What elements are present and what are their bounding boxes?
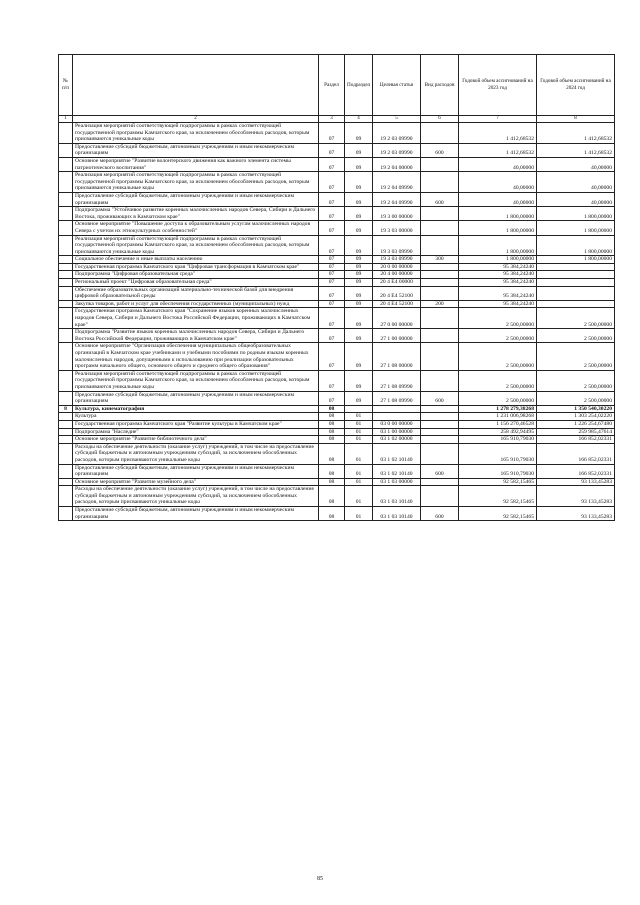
table-row: [59, 391, 615, 405]
row-amount-2023: 1 231 006,98268: [459, 413, 537, 421]
table-row: [59, 405, 615, 413]
row-amount-2023: 1 156 270,46528: [459, 420, 537, 428]
row-target-article: 19 3 03 09990: [373, 256, 421, 264]
row-subsection: 09: [345, 172, 373, 193]
row-target-article: 19 3 00 00000: [373, 207, 421, 221]
row-target-article: 19 2 03 09990: [373, 143, 421, 157]
row-expense-type: [421, 405, 459, 413]
row-number: [59, 157, 73, 171]
row-section: 07: [319, 391, 345, 405]
row-target-article: 19 3 03 09990: [373, 235, 421, 256]
row-number: [59, 123, 73, 144]
row-number: [59, 420, 73, 428]
row-number: [59, 143, 73, 157]
row-number: [59, 300, 73, 308]
row-expense-type: [421, 343, 459, 370]
row-name: Реализация мероприятий соответствующей подпрограммы в рамках соответствующей государственной программы Камчатского края, за исключением обособленных расходов, которым присваиваются уникальные коды: [73, 235, 319, 256]
row-amount-2024: 93 133,45283: [537, 478, 615, 486]
row-subsection: 09: [345, 207, 373, 221]
row-target-article: 19 2 04 09990: [373, 172, 421, 193]
row-name: Обеспечение образовательных организаций материально-технической базой для внедрения цифровой образовательной среды: [73, 286, 319, 300]
row-amount-2024: 2 500,00000: [537, 391, 615, 405]
row-section: 07: [319, 370, 345, 391]
table-row: [59, 300, 615, 308]
row-subsection: 09: [345, 123, 373, 144]
row-name: Основное мероприятие "Развитие музейного дела": [73, 478, 319, 486]
table-body: [59, 123, 615, 521]
row-subsection: 09: [345, 221, 373, 235]
row-number: [59, 343, 73, 370]
row-name: Расходы на обеспечение деятельности (оказание услуг) учреждений, в том числе на предоставление субсидий бюджетным и автономным учреждениям субсидий, за исключением обособленных расходов, которым присваиваются уникальные коды: [73, 486, 319, 507]
row-expense-type: [421, 486, 459, 507]
row-section: 07: [319, 157, 345, 171]
row-name: Государственная программа Камчатского края "Развитие культуры в Камчатском крае": [73, 420, 319, 428]
row-section: 08: [319, 436, 345, 444]
row-number: [59, 263, 73, 271]
row-expense-type: [421, 263, 459, 271]
row-expense-type: [421, 221, 459, 235]
row-target-article: 03 1 03 00000: [373, 478, 421, 486]
row-subsection: 09: [345, 391, 373, 405]
col-number: 8: [537, 116, 615, 123]
row-number: [59, 391, 73, 405]
row-expense-type: [421, 279, 459, 287]
row-amount-2023: 2 500,00000: [459, 329, 537, 343]
row-section: 07: [319, 300, 345, 308]
row-section: 07: [319, 271, 345, 279]
col-number: 6: [421, 116, 459, 123]
row-amount-2023: 40,00000: [459, 157, 537, 171]
row-amount-2024: 40,00000: [537, 172, 615, 193]
row-number: [59, 464, 73, 478]
row-expense-type: [421, 436, 459, 444]
row-subsection: 09: [345, 308, 373, 329]
row-number: [59, 192, 73, 206]
table-row: [59, 286, 615, 300]
row-amount-2024: 2 500,00000: [537, 343, 615, 370]
row-amount-2024: 1 350 540,30220: [537, 405, 615, 413]
row-amount-2023: 1 800,00000: [459, 235, 537, 256]
table-row: [59, 428, 615, 436]
row-number: [59, 443, 73, 464]
row-target-article: 19 3 03 00000: [373, 221, 421, 235]
row-target-article: 20 4 00 00000: [373, 271, 421, 279]
row-subsection: 09: [345, 263, 373, 271]
row-subsection: 09: [345, 235, 373, 256]
row-name: Культура: [73, 413, 319, 421]
row-expense-type: [421, 207, 459, 221]
col-number: 2: [73, 116, 319, 123]
table-row: [59, 221, 615, 235]
row-expense-type: [421, 172, 459, 193]
row-section: 08: [319, 428, 345, 436]
row-number: [59, 329, 73, 343]
row-subsection: 09: [345, 300, 373, 308]
row-subsection: 09: [345, 143, 373, 157]
row-amount-2023: 95 384,24240: [459, 300, 537, 308]
row-section: 08: [319, 420, 345, 428]
row-name: Подпрограмма "Наследие": [73, 428, 319, 436]
row-amount-2024: 259 985,47614: [537, 428, 615, 436]
row-amount-2023: 165 910,79030: [459, 464, 537, 478]
row-name: Основное мероприятие "Организация обеспечения муниципальных общеобразовательных организаций в Камчатском крае учебниками и учебными пособиями по родным языкам коренных малочисленных народов, допущенными к использованию при реализации образовательных программ начального общего, основного общего и среднего общего образования": [73, 343, 319, 370]
row-target-article: 20 0 00 00000: [373, 263, 421, 271]
table-row: [59, 172, 615, 193]
row-target-article: 03 0 00 00000: [373, 420, 421, 428]
row-section: 07: [319, 329, 345, 343]
row-amount-2023: 40,00000: [459, 172, 537, 193]
row-amount-2024: 40,00000: [537, 157, 615, 171]
row-name: Государственная программа Камчатского края "Сохранение языков коренных малочисленных народов Севера, Сибири и Дальнего Востока Российской Федерации, проживающих в Камчатском крае": [73, 308, 319, 329]
table-row: [59, 420, 615, 428]
row-name: Подпрограмма "Устойчивое развитие коренных малочисленных народов Севера, Сибири и Дальнего Востока, проживающих в Камчатском крае": [73, 207, 319, 221]
table-header-row: [59, 55, 615, 116]
table-row: [59, 370, 615, 391]
row-expense-type: [421, 413, 459, 421]
row-expense-type: 300: [421, 256, 459, 264]
row-subsection: 09: [345, 192, 373, 206]
row-number: [59, 428, 73, 436]
header-v2: Годовой объем ассигнований на 2024 год: [537, 55, 615, 116]
row-amount-2023: 165 910,79030: [459, 436, 537, 444]
row-number: [59, 308, 73, 329]
table-row: [59, 308, 615, 329]
row-expense-type: [421, 271, 459, 279]
row-target-article: 20 4 E4 52100: [373, 286, 421, 300]
row-target-article: 27 1 08 00000: [373, 343, 421, 370]
table-row: [59, 192, 615, 206]
row-section: 07: [319, 172, 345, 193]
row-amount-2024: 93 133,45283: [537, 486, 615, 507]
row-amount-2024: 2 500,00000: [537, 308, 615, 329]
row-amount-2024: 2 500,00000: [537, 329, 615, 343]
row-target-article: 19 2 03 09990: [373, 123, 421, 144]
header-subsection: Подраздел: [345, 55, 373, 116]
row-section: 08: [319, 405, 345, 413]
row-expense-type: 600: [421, 192, 459, 206]
row-expense-type: [421, 123, 459, 144]
row-expense-type: [421, 157, 459, 171]
table-row: [59, 207, 615, 221]
row-number: [59, 507, 73, 521]
row-number: [59, 478, 73, 486]
row-amount-2023: 165 910,79030: [459, 443, 537, 464]
column-number-row: [59, 116, 615, 123]
row-subsection: 01: [345, 486, 373, 507]
header-section: Раздел: [319, 55, 345, 116]
row-subsection: 09: [345, 370, 373, 391]
row-name: Государственная программа Камчатского края "Цифровая трансформация в Камчатском крае": [73, 263, 319, 271]
col-number: 7: [459, 116, 537, 123]
row-target-article: [373, 413, 421, 421]
row-number: [59, 279, 73, 287]
row-amount-2023: 1 800,00000: [459, 207, 537, 221]
table-row: [59, 478, 615, 486]
table-row: [59, 486, 615, 507]
row-section: 08: [319, 507, 345, 521]
header-num: № п/п: [59, 55, 73, 116]
table-row: [59, 256, 615, 264]
row-target-article: 27 1 00 00000: [373, 329, 421, 343]
row-section: 07: [319, 263, 345, 271]
row-subsection: 01: [345, 428, 373, 436]
budget-table: [58, 54, 615, 521]
table-row: [59, 507, 615, 521]
row-subsection: 09: [345, 286, 373, 300]
row-expense-type: [421, 370, 459, 391]
row-number: [59, 370, 73, 391]
row-amount-2023: 95 384,24240: [459, 271, 537, 279]
table-row: [59, 235, 615, 256]
row-name: Подпрограмма "Развитие языков коренных малочисленных народов Севера, Сибири и Дальнего Востока Российской Федерации, проживающих в Камчатском крае": [73, 329, 319, 343]
row-amount-2023: 1 412,68532: [459, 123, 537, 144]
row-amount-2024: 2 500,00000: [537, 370, 615, 391]
row-amount-2024: 166 852,02331: [537, 436, 615, 444]
row-number: 8: [59, 405, 73, 413]
row-subsection: 01: [345, 443, 373, 464]
row-expense-type: 200: [421, 300, 459, 308]
page-number: 85: [317, 876, 323, 882]
row-amount-2024: [537, 286, 615, 300]
row-target-article: 27 0 00 00000: [373, 308, 421, 329]
table-row: [59, 157, 615, 171]
header-csr: Целевая статья: [373, 55, 421, 116]
row-target-article: 20 4 E4 52100: [373, 300, 421, 308]
row-target-article: 03 1 03 10140: [373, 507, 421, 521]
row-amount-2023: 92 582,15465: [459, 486, 537, 507]
row-section: 07: [319, 343, 345, 370]
row-target-article: 19 2 04 00000: [373, 157, 421, 171]
row-section: 08: [319, 413, 345, 421]
row-amount-2023: 1 412,68532: [459, 143, 537, 157]
row-section: 07: [319, 192, 345, 206]
table-row: [59, 263, 615, 271]
row-amount-2024: 1 800,00000: [537, 221, 615, 235]
row-amount-2023: 1 800,00000: [459, 221, 537, 235]
row-amount-2023: 1 800,00000: [459, 256, 537, 264]
row-amount-2024: 1 800,00000: [537, 207, 615, 221]
row-target-article: 19 2 04 09990: [373, 192, 421, 206]
row-expense-type: [421, 235, 459, 256]
row-amount-2023: 95 384,24240: [459, 279, 537, 287]
row-target-article: 03 1 02 10140: [373, 464, 421, 478]
row-number: [59, 256, 73, 264]
row-name: Предоставление субсидий бюджетным, автономным учреждениям и иным некоммерческим организациям: [73, 143, 319, 157]
table-row: [59, 123, 615, 144]
row-name: Основное мероприятие "Развитие библиотечного дела": [73, 436, 319, 444]
table-row: [59, 464, 615, 478]
col-number: 3: [319, 116, 345, 123]
row-name: Реализация мероприятий соответствующей подпрограммы в рамках соответствующей государственной программы Камчатского края, за исключением обособленных расходов, которым присваиваются уникальные коды: [73, 123, 319, 144]
table-row: [59, 436, 615, 444]
row-subsection: 01: [345, 436, 373, 444]
row-amount-2024: 40,00000: [537, 192, 615, 206]
row-amount-2024: [537, 300, 615, 308]
row-section: 08: [319, 443, 345, 464]
row-amount-2024: 1 303 254,02220: [537, 413, 615, 421]
header-name: [73, 55, 319, 116]
table-row: [59, 343, 615, 370]
row-target-article: 27 1 08 09990: [373, 391, 421, 405]
row-subsection: 01: [345, 420, 373, 428]
row-amount-2024: 166 852,02331: [537, 443, 615, 464]
row-section: 07: [319, 143, 345, 157]
row-amount-2024: 93 133,45283: [537, 507, 615, 521]
row-name: Культура, кинематография: [73, 405, 319, 413]
row-amount-2024: 1 412,68532: [537, 123, 615, 144]
row-amount-2023: 92 582,15465: [459, 507, 537, 521]
row-amount-2023: 1 278 279,38268: [459, 405, 537, 413]
row-subsection: 01: [345, 464, 373, 478]
row-expense-type: [421, 478, 459, 486]
row-amount-2024: 1 412,68532: [537, 143, 615, 157]
row-number: [59, 286, 73, 300]
row-section: 07: [319, 256, 345, 264]
row-number: [59, 436, 73, 444]
row-subsection: 01: [345, 507, 373, 521]
row-amount-2024: 1 800,00000: [537, 235, 615, 256]
header-vid: Вид расходов: [421, 55, 459, 116]
row-name: Закупка товаров, работ и услуг для обеспечения государственных (муниципальных) нужд: [73, 300, 319, 308]
row-amount-2023: 258 492,94495: [459, 428, 537, 436]
row-expense-type: 600: [421, 507, 459, 521]
header-v1: Годовой объем ассигнований на 2023 год: [459, 55, 537, 116]
table-row: [59, 143, 615, 157]
row-amount-2024: [537, 279, 615, 287]
row-name: Реализация мероприятий соответствующей подпрограммы в рамках соответствующей государственной программы Камчатского края, за исключением обособленных расходов, которым присваиваются уникальные коды: [73, 370, 319, 391]
row-name: Социальное обеспечение и иные выплаты населению: [73, 256, 319, 264]
row-subsection: 09: [345, 271, 373, 279]
row-amount-2024: [537, 271, 615, 279]
row-name: Предоставление субсидий бюджетным, автономным учреждениям и иным некоммерческим организациям: [73, 192, 319, 206]
row-target-article: 03 1 03 10140: [373, 486, 421, 507]
row-name: Расходы на обеспечение деятельности (оказание услуг) учреждений, в том числе на предоставление субсидий бюджетным и автономным учреждениям субсидий, за исключением обособленных расходов, которым присваиваются уникальные коды: [73, 443, 319, 464]
row-amount-2023: 40,00000: [459, 192, 537, 206]
row-subsection: 09: [345, 157, 373, 171]
table-row: [59, 279, 615, 287]
row-name: Предоставление субсидий бюджетным, автономным учреждениям и иным некоммерческим организациям: [73, 464, 319, 478]
row-number: [59, 413, 73, 421]
row-amount-2024: 1 800,00000: [537, 256, 615, 264]
row-expense-type: [421, 308, 459, 329]
table-row: [59, 329, 615, 343]
row-name: Региональный проект "Цифровая образовательная среда": [73, 279, 319, 287]
row-section: 07: [319, 123, 345, 144]
row-subsection: 09: [345, 329, 373, 343]
row-section: 07: [319, 235, 345, 256]
row-section: 08: [319, 464, 345, 478]
row-expense-type: [421, 443, 459, 464]
row-target-article: 27 1 08 09990: [373, 370, 421, 391]
row-target-article: 20 4 E4 00000: [373, 279, 421, 287]
row-amount-2023: 92 582,15465: [459, 478, 537, 486]
col-number: 5: [373, 116, 421, 123]
row-expense-type: [421, 329, 459, 343]
row-expense-type: [421, 286, 459, 300]
col-number: 4: [345, 116, 373, 123]
row-section: 07: [319, 308, 345, 329]
row-name: Основное мероприятие "Развитие волонтерского движения как важного элемента системы патриотического воспитания": [73, 157, 319, 171]
row-amount-2023: 2 500,00000: [459, 343, 537, 370]
row-name: Реализация мероприятий соответствующей подпрограммы в рамках соответствующей государственной программы Камчатского края, за исключением обособленных расходов, которым присваиваются уникальные коды: [73, 172, 319, 193]
col-number: 1: [59, 116, 73, 123]
row-expense-type: 600: [421, 464, 459, 478]
row-section: 07: [319, 279, 345, 287]
row-section: 08: [319, 486, 345, 507]
row-amount-2024: 166 852,02331: [537, 464, 615, 478]
row-amount-2023: 2 500,00000: [459, 308, 537, 329]
row-name: Предоставление субсидий бюджетным, автономным учреждениям и иным некоммерческим организациям: [73, 507, 319, 521]
row-amount-2024: 1 226 254,67480: [537, 420, 615, 428]
row-expense-type: [421, 428, 459, 436]
row-subsection: [345, 405, 373, 413]
row-target-article: 03 1 00 00000: [373, 428, 421, 436]
row-subsection: 09: [345, 343, 373, 370]
row-amount-2023: 95 384,24240: [459, 263, 537, 271]
table-row: [59, 271, 615, 279]
row-subsection: 09: [345, 256, 373, 264]
row-number: [59, 235, 73, 256]
row-target-article: [373, 405, 421, 413]
table-row: [59, 413, 615, 421]
row-section: 07: [319, 207, 345, 221]
row-target-article: 03 1 02 10140: [373, 443, 421, 464]
row-section: 07: [319, 221, 345, 235]
row-section: 07: [319, 286, 345, 300]
row-number: [59, 221, 73, 235]
row-subsection: 09: [345, 279, 373, 287]
row-section: 08: [319, 478, 345, 486]
row-expense-type: 600: [421, 391, 459, 405]
row-number: [59, 207, 73, 221]
row-number: [59, 271, 73, 279]
row-target-article: 03 1 02 00000: [373, 436, 421, 444]
row-name: Основное мероприятие "Повышение доступа к образовательным услугам малочисленных народов Севера с учетом их этнокультурных особенностей": [73, 221, 319, 235]
row-number: [59, 172, 73, 193]
row-name: Предоставление субсидий бюджетным, автономным учреждениям и иным некоммерческим организациям: [73, 391, 319, 405]
row-subsection: 01: [345, 478, 373, 486]
row-amount-2023: 95 384,24240: [459, 286, 537, 300]
row-amount-2024: [537, 263, 615, 271]
row-amount-2023: 2 500,00000: [459, 391, 537, 405]
row-subsection: 01: [345, 413, 373, 421]
row-number: [59, 486, 73, 507]
row-name: Подпрограмма "Цифровая образовательная среда": [73, 271, 319, 279]
row-amount-2023: 2 500,00000: [459, 370, 537, 391]
row-expense-type: 600: [421, 143, 459, 157]
row-expense-type: [421, 420, 459, 428]
table-row: [59, 443, 615, 464]
